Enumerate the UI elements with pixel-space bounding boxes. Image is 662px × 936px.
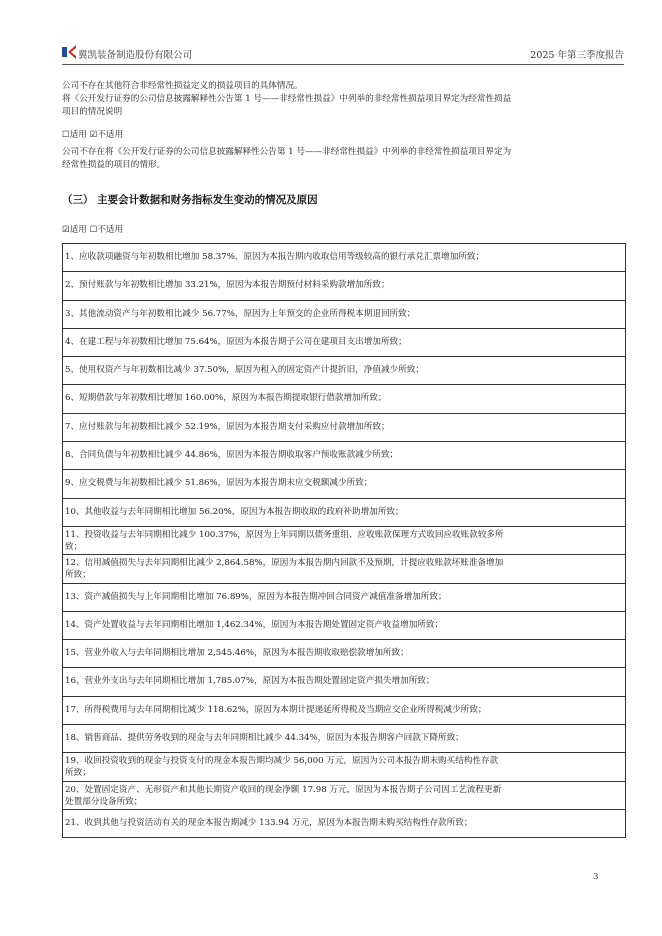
row-text: 9、应交税费与年初数相比减少 51.86%，原因为本报告期末应交税额减少所致； — [65, 478, 373, 489]
table-row — [63, 414, 626, 442]
table-row — [63, 753, 626, 781]
intro-paragraph — [62, 80, 602, 119]
row-text: 14、资产处置收益与去年同期相比增加 1,462.34%，原因为本报告期处置固定资产收益增加所致； — [65, 619, 444, 630]
intro-line: 公司不存在将《公开发行证券的公司信息披露解释性公告第 1 号——非经常性损益》中列举的非经常性损益项目界定为 — [62, 147, 512, 157]
row-text-continued: 致； — [65, 541, 83, 552]
row-text: 15、营业外收入与去年同期相比增加 2,545.46%，原因为本报告期收取赔偿款增加所致； — [65, 648, 409, 659]
table-row — [63, 244, 626, 272]
changes-table — [62, 243, 626, 838]
intro-line: 项目的情况说明 — [62, 107, 123, 117]
table-row — [63, 527, 626, 555]
intro-paragraph-2 — [62, 146, 602, 172]
intro-line: 经常性损益的项目的情形。 — [62, 160, 166, 170]
table-row — [63, 725, 626, 753]
section-title: （三） 主要会计数据和财务指标发生变动的情况及原因 — [62, 194, 318, 206]
table-row — [63, 584, 626, 612]
table-row — [63, 697, 626, 725]
row-text-continued: 所致； — [65, 570, 91, 581]
row-text: 2、预付账款与年初数相比增加 33.21%，原因为本报告期预付材料采购款增加所致； — [65, 280, 390, 291]
table-row — [63, 555, 626, 583]
intro-line: 公司不存在其他符合非经常性损益定义的损益项目的具体情况。 — [62, 81, 303, 91]
table-row — [63, 612, 626, 640]
intro-line: 将《公开发行证券的公司信息披露解释性公告第 1 号——非经常性损益》中列举的非经常性损益项目界定为经常性损益 — [62, 94, 512, 104]
row-text: 4、在建工程与年初数相比增加 75.64%，原因为本报告期子公司在建项目支出增加所致； — [65, 336, 407, 347]
row-text-continued: 处置部分设备所致； — [65, 796, 143, 807]
table-row — [63, 385, 626, 413]
row-text: 3、其他流动资产与年初数相比减少 56.77%，原因为上年预交的企业所得税本期退回所致； — [65, 308, 416, 319]
applicability-options: ☐适用 ☑不适用 — [62, 130, 124, 140]
table-row — [63, 442, 626, 470]
row-text: 11、投资收益与去年同期相比减少 100.37%，原因为上年同期以债务重组、应收账款保理方式收回应收账款较多所 — [65, 529, 504, 540]
page-number: 3 — [593, 872, 599, 882]
row-text-continued: 所致； — [65, 768, 91, 779]
table-row — [63, 470, 626, 498]
row-text: 12、信用减值损失与去年同期相比减少 2,864.58%，原因为本报告期内回款不及预期，计提应收账款坏账准备增加 — [65, 558, 504, 569]
row-text: 6、短期借款与年初数相比增加 160.00%，原因为本报告期提取银行借款增加所致； — [65, 393, 387, 404]
row-text: 8、合同负债与年初数相比减少 44.86%，原因为本报告期收取客户预收账款减少所致； — [65, 450, 399, 461]
row-text: 21、收到其他与投资活动有关的现金本报告期减少 133.94 万元，原因为本报告期未购买结构性存款所致； — [65, 817, 473, 828]
table-row — [63, 810, 626, 838]
row-text: 20、处置固定资产、无形资产和其他长期资产收回的现金净额 17.98 万元，原因为本报告期子公司因工艺流程更新 — [65, 784, 502, 795]
report-title: 2025 年第三季度报告 — [530, 50, 624, 61]
row-text: 10、其他收益与去年同期相比增加 56.20%，原因为本报告期收取的政府补助增加所致； — [65, 506, 404, 517]
row-text: 1、应收款项融资与年初数相比增加 58.37%，原因为本报告期内收取信用等级较高的银行承兑汇票增加所致； — [65, 252, 485, 262]
table-row — [63, 329, 626, 357]
row-text: 19、收回投资收到的现金与投资支付的现金本报告期均减少 56,000 万元，原因为公司本报告期未购买结构性存款 — [65, 756, 499, 767]
table-row — [63, 499, 626, 527]
row-text: 5、使用权资产与年初数相比减少 37.50%，原因为租入的固定资产计提折旧，净值减少所致； — [65, 365, 424, 376]
table-row — [63, 782, 626, 810]
table-row — [63, 640, 626, 668]
row-text: 13、资产减值损失与上年同期相比增加 76.89%，原因为本报告期冲回合同资产减值准备增加所致； — [65, 591, 447, 602]
row-text: 17、所得税费用与去年同期相比减少 118.62%，原因为本期计提递延所得税及当期应交企业所得税减少所致； — [65, 704, 487, 715]
row-text: 16、营业外支出与去年同期相比增加 1,785.07%，原因为本报告期处置固定资产损失增加所致； — [65, 676, 435, 687]
table-row — [63, 301, 626, 329]
page-header — [62, 42, 624, 65]
table-row — [63, 272, 626, 300]
company-name: 冀凯装备制造股份有限公司 — [78, 50, 193, 61]
table-row — [63, 668, 626, 696]
section-applicability-options: ☑适用 ☐不适用 — [62, 225, 124, 235]
company-logo-icon — [62, 45, 77, 59]
table-row — [63, 357, 626, 385]
row-text: 7、应付账款与年初数相比减少 52.19%，原因为本报告期支付采购应付款增加所致； — [65, 421, 390, 432]
row-text: 18、销售商品、提供劳务收到的现金与去年同期相比减少 44.34%，原因为本报告期客户回款下降所致； — [65, 733, 464, 744]
